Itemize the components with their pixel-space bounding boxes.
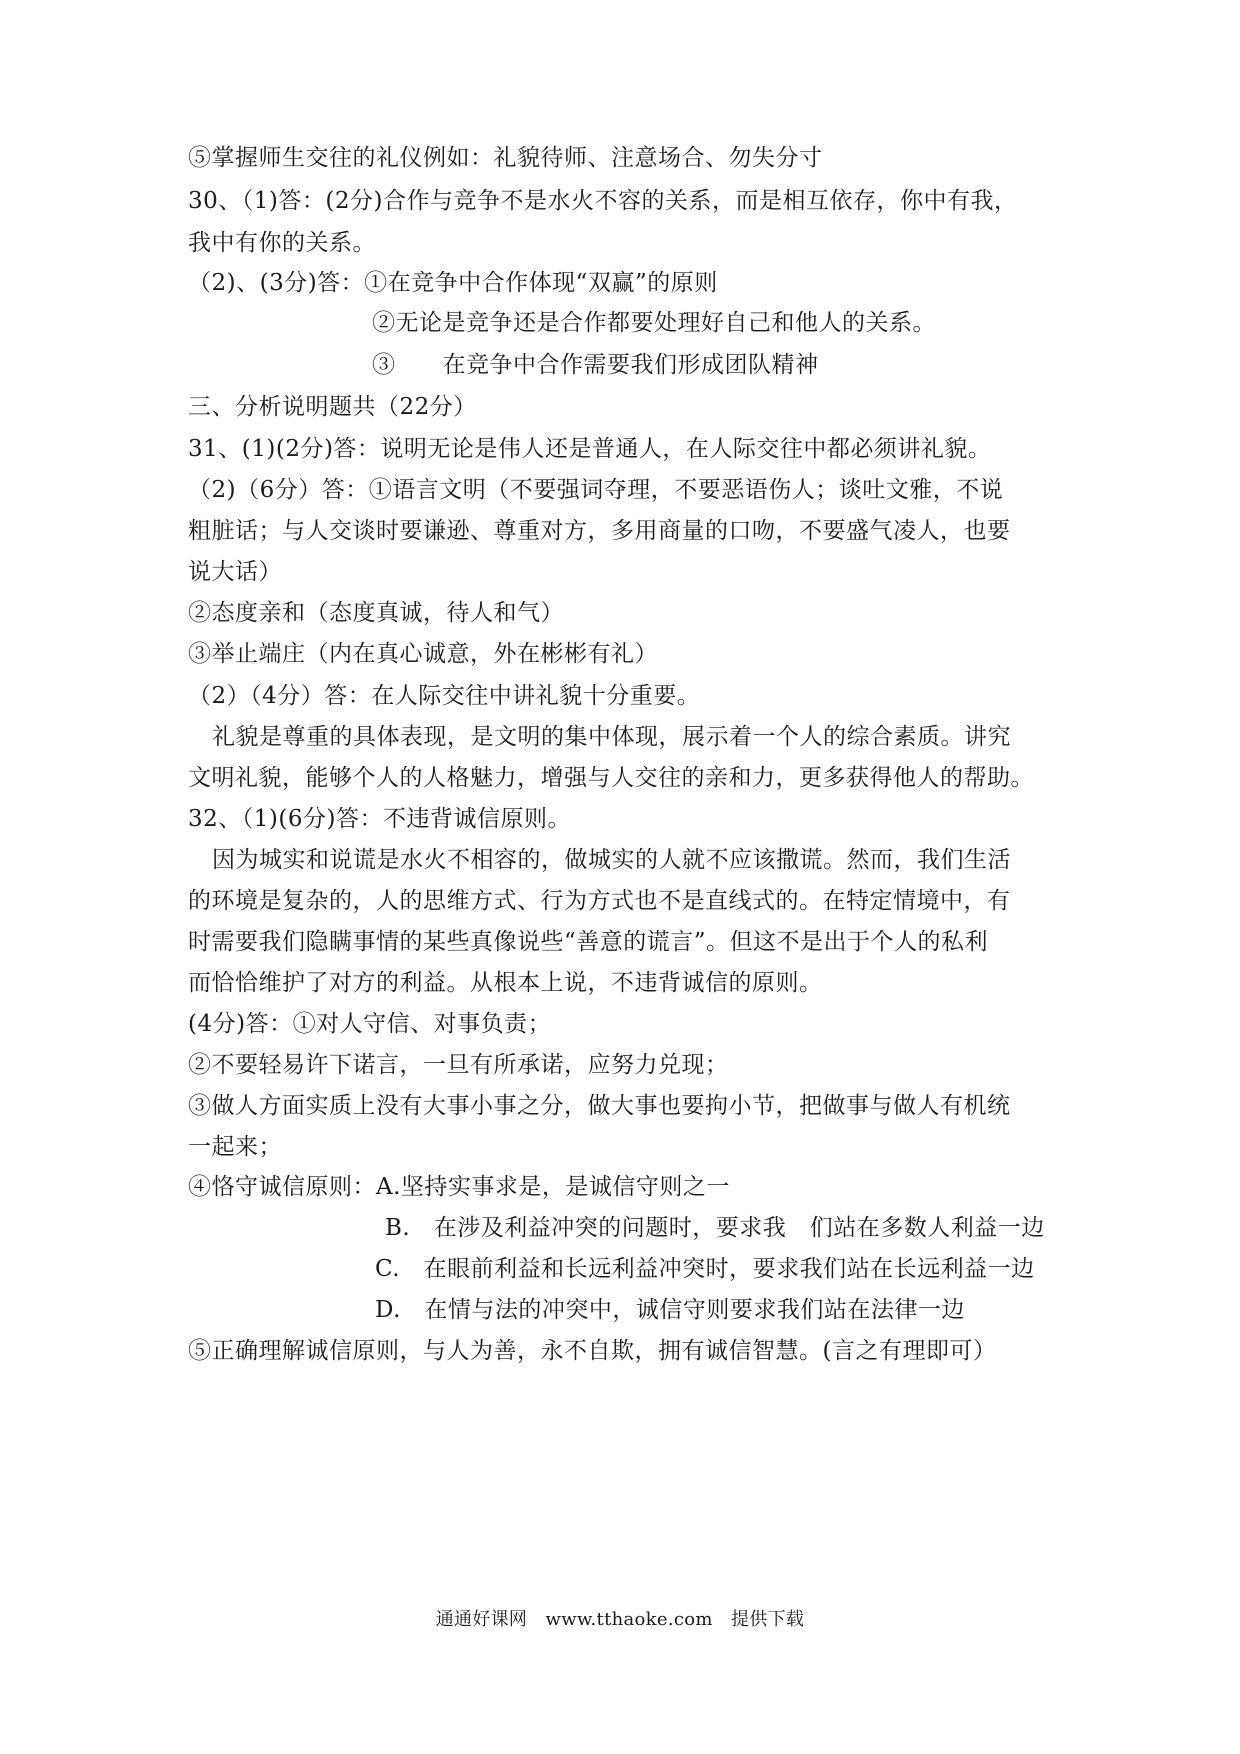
text-line: 32、（1)(6分)答：不违背诚信原则。: [188, 806, 571, 832]
text-line: 说大话）: [188, 559, 282, 585]
text-line: 时需要我们隐瞒事情的某些真像说些“善意的谎言”。但这不是出于个人的私利: [188, 929, 989, 955]
text-line: ⑤掌握师生交往的礼仪例如：礼貌待师、注意场合、勿失分寸: [188, 145, 823, 171]
section-heading: 三、分析说明题共（22分）: [188, 394, 477, 420]
text-line: 礼貌是尊重的具体表现，是文明的集中体现，展示着一个人的综合素质。讲究: [212, 724, 1011, 750]
text-line: 文明礼貌，能够个人的人格魅力，增强与人交往的亲和力，更多获得他人的帮助。: [188, 765, 1034, 791]
text-line: ③做人方面实质上没有大事小事之分，做大事也要拘小节，把做事与做人有机统: [188, 1093, 1011, 1119]
text-line: （2)、(3分)答：①在竞争中合作体现“双赢”的原则: [188, 270, 718, 296]
text-line: C. 在眼前利益和长远利益冲突时，要求我们站在长远利益一边: [375, 1256, 1035, 1282]
text-line: ③举止端庄（内在真心诚意，外在彬彬有礼）: [188, 641, 658, 667]
text-line: ③ 在竞争中合作需要我们形成团队精神: [372, 352, 819, 378]
text-line: （2)（6分）答：①语言文明（不要强词夺理，不要恶语伤人；谈吐文雅，不说: [188, 477, 1004, 503]
page-footer: 通通好课网 www.tthaoke.com 提供下载: [435, 1609, 805, 1630]
text-line: ⑤正确理解诚信原则，与人为善，永不自欺，拥有诚信智慧。(言之有理即可）: [188, 1338, 997, 1364]
text-line: D. 在情与法的冲突中，诚信守则要求我们站在法律一边: [375, 1297, 965, 1323]
text-line: 一起来；: [188, 1134, 282, 1160]
text-line: ②无论是竞争还是合作都要处理好自己和他人的关系。: [372, 310, 936, 336]
text-line: 31、(1)(2分)答：说明无论是伟人还是普通人，在人际交往中都必须讲礼貌。: [188, 436, 992, 462]
text-line: B. 在涉及利益冲突的问题时，要求我 们站在多数人利益一边: [385, 1215, 1045, 1241]
text-line: ②不要轻易许下诺言，一旦有所承诺，应努力兑现；: [188, 1052, 729, 1078]
text-line: 因为城实和说谎是水火不相容的，做城实的人就不应该撒谎。然而，我们生活: [212, 847, 1011, 873]
text-line: 我中有你的关系。: [188, 230, 376, 256]
text-line: (4分)答：①对人守信、对事负责；: [188, 1011, 552, 1037]
text-line: ②态度亲和（态度真诚，待人和气）: [188, 600, 564, 626]
text-line: 30、（1)答：(2分)合作与竞争不是水火不容的关系，而是相互依存，你中有我，: [188, 188, 1018, 214]
text-line: 而恰恰维护了对方的利益。从根本上说，不违背诚信的原则。: [188, 970, 823, 996]
text-line: （2）（4分）答：在人际交往中讲礼貌十分重要。: [188, 683, 701, 709]
text-line: 的环境是复杂的，人的思维方式、行为方式也不是直线式的。在特定情境中，有: [188, 888, 1011, 914]
text-line: ④恪守诚信原则：A.坚持实事求是，是诚信守则之一: [188, 1174, 730, 1200]
text-line: 粗脏话；与人交谈时要谦逊、尊重对方，多用商量的口吻，不要盛气凌人，也要: [188, 518, 1011, 544]
